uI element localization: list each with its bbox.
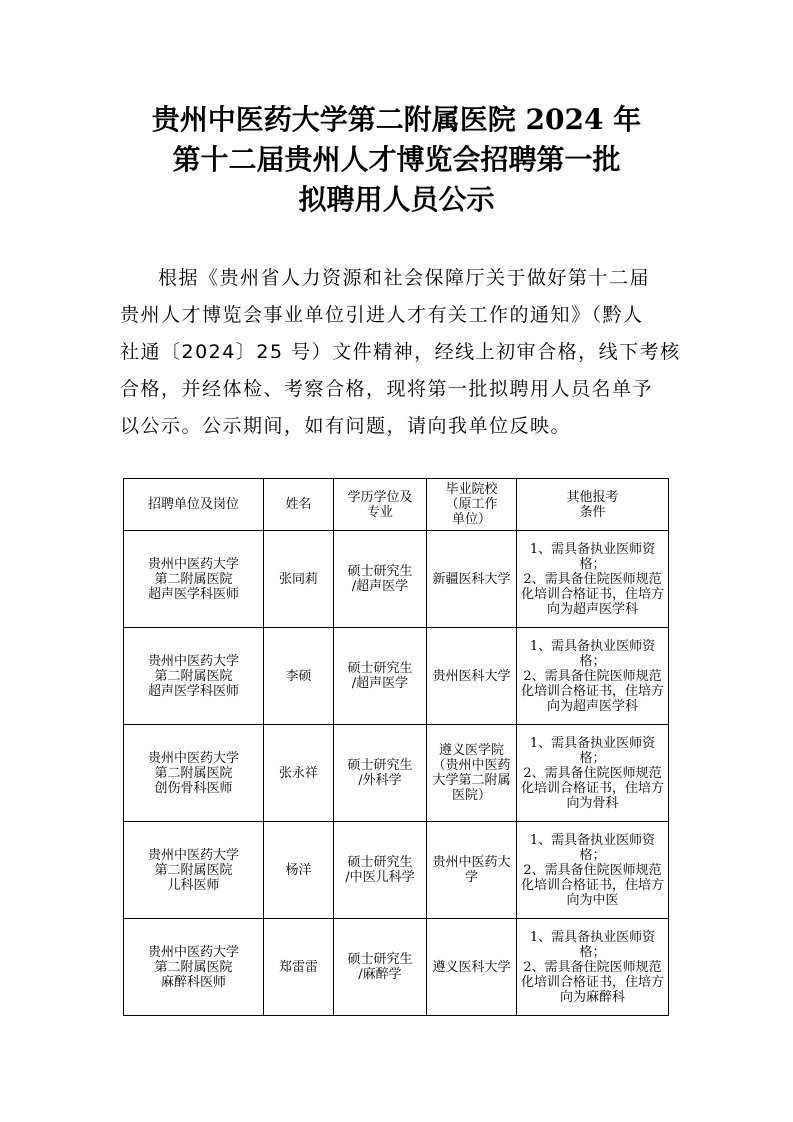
header-degree: 学历学位及 专业 (334, 479, 427, 531)
header-school: 毕业院校 （原工作 单位） (427, 479, 517, 531)
header-name: 姓名 (264, 479, 334, 531)
cell-conditions: 1、需具备执业医师资格； 2、需具备住院医师规范化培训合格证书，住培方向为超声医学科 (517, 628, 669, 725)
cell-name: 郑雷雷 (264, 919, 334, 1016)
cell-school: 贵州中医药大学 (427, 822, 517, 919)
cell-conditions: 1、需具备执业医师资格； 2、需具备住院医师规范化培训合格证书，住培方向为麻醉科 (517, 919, 669, 1016)
cell-unit-post: 贵州中医药大学 第二附属医院 儿科医师 (124, 822, 264, 919)
title-line: 贵州中医药大学第二附属医院 2024 年 (151, 103, 642, 136)
cell-conditions: 1、需具备执业医师资格； 2、需具备住院医师规范化培训合格证书，住培方向为超声医学科 (517, 531, 669, 628)
title-line: 拟聘用人员公示 (298, 183, 495, 216)
cell-name: 杨洋 (264, 822, 334, 919)
cell-name: 张同莉 (264, 531, 334, 628)
table-header-row (124, 479, 669, 531)
cell-degree: 硕士研究生 /麻醉学 (334, 919, 427, 1016)
cell-degree: 硕士研究生 /中医儿科学 (334, 822, 427, 919)
table-row (124, 531, 669, 628)
intro-line: 社通〔2024〕25 号）文件精神，经线上初审合格，线下考核 (120, 341, 681, 363)
cell-school: 贵州医科大学 (427, 628, 517, 725)
table-row (124, 919, 669, 1016)
table-row (124, 628, 669, 725)
cell-unit-post: 贵州中医药大学 第二附属医院 创伤骨科医师 (124, 725, 264, 822)
intro-line: 合格，并经体检、考察合格，现将第一批拟聘用人员名单予 (120, 378, 654, 400)
cell-degree: 硕士研究生 /超声医学 (334, 531, 427, 628)
intro-line: 根据《贵州省人力资源和社会保障厅关于做好第十二届 (158, 267, 651, 289)
cell-conditions: 1、需具备执业医师资格； 2、需具备住院医师规范化培训合格证书，住培方向为骨科 (517, 725, 669, 822)
cell-school: 遵义医学院（贵州中医药大学第二附属医院） (427, 725, 517, 822)
header-unit-post: 招聘单位及岗位 (124, 479, 264, 531)
cell-name: 李硕 (264, 628, 334, 725)
table-row (124, 822, 669, 919)
cell-unit-post: 贵州中医药大学 第二附属医院 麻醉科医师 (124, 919, 264, 1016)
cell-conditions: 1、需具备执业医师资格； 2、需具备住院医师规范化培训合格证书，住培方向为中医 (517, 822, 669, 919)
title-line: 第十二届贵州人才博览会招聘第一批 (172, 143, 621, 176)
document-title (80, 100, 713, 220)
candidate-table (123, 478, 669, 1016)
cell-unit-post: 贵州中医药大学 第二附属医院 超声医学科医师 (124, 628, 264, 725)
cell-degree: 硕士研究生 /超声医学 (334, 628, 427, 725)
cell-name: 张永祥 (264, 725, 334, 822)
intro-line: 贵州人才博览会事业单位引进人才有关工作的通知》（黔人 (120, 304, 644, 326)
table-row (124, 725, 669, 822)
intro-line: 以公示。公示期间，如有问题，请向我单位反映。 (120, 415, 572, 437)
cell-degree: 硕士研究生 /外科学 (334, 725, 427, 822)
header-conditions: 其他报考 条件 (517, 479, 669, 531)
intro-paragraph (120, 260, 686, 445)
cell-school: 遵义医科大学 (427, 919, 517, 1016)
cell-school: 新疆医科大学 (427, 531, 517, 628)
cell-unit-post: 贵州中医药大学 第二附属医院 超声医学科医师 (124, 531, 264, 628)
